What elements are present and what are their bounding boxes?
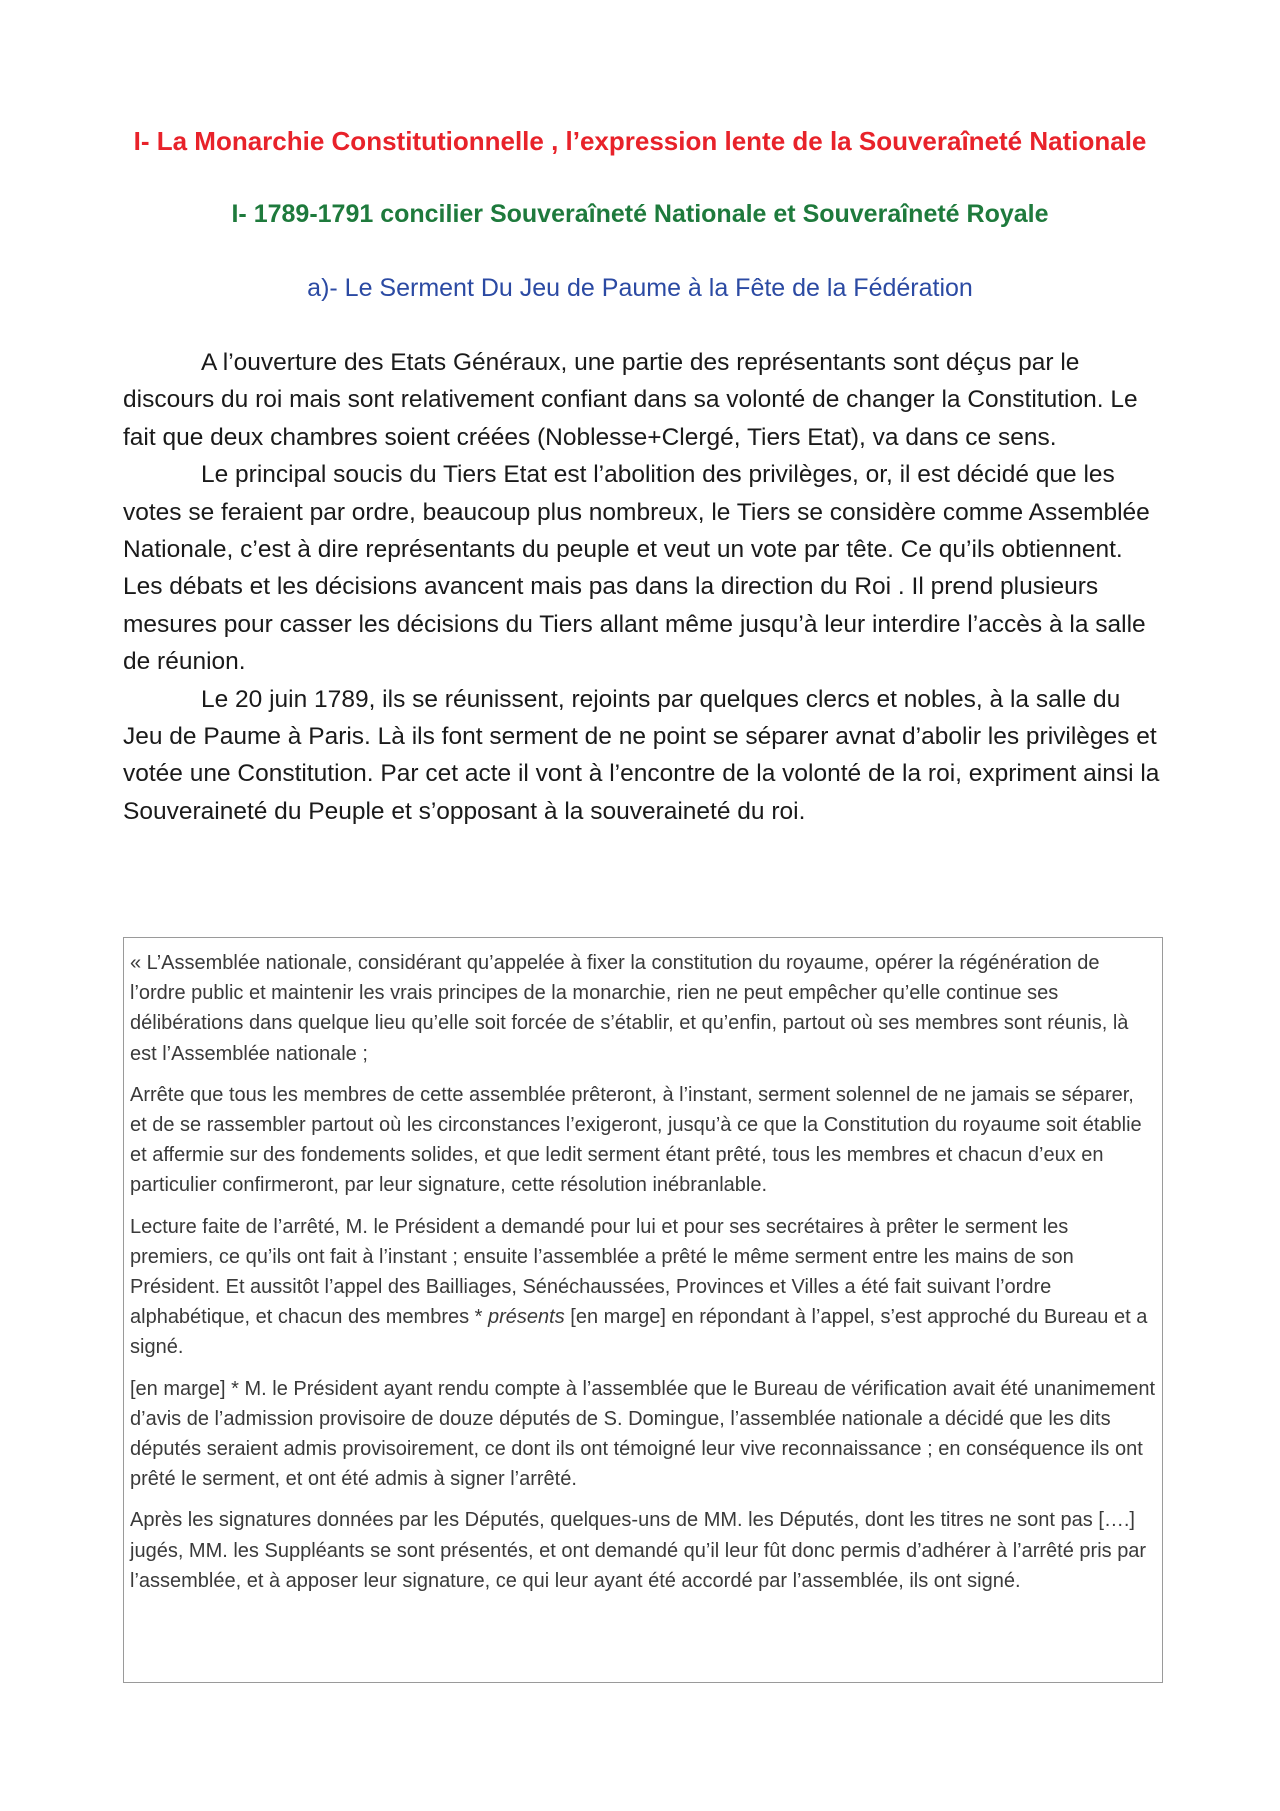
quote-box (123, 937, 1163, 1683)
body-text (123, 344, 1163, 830)
quote-paragraph: [en marge] * M. le Président ayant rendu compte à l’assemblée que le Bureau de vérification avait été unanimement d’avis de l’admission provisoire de douze députés de S. Domingue, l’assemblée nationale a décidé que les dits députés seraient admis provisoirement, ce dont ils ont témoigné leur vive reconnaissance ; en conséquence ils ont prêté le serment, et ont été admis à signer l’arrêté. (130, 1377, 1156, 1491)
quote-paragraph: Arrête que tous les membres de cette assemblée prêteront, à l’instant, serment solennel de ne jamais se séparer, et de se rassembler partout où les circonstances l’exigeront, jusqu’à ce que la Constitution du royaume soit établie et affermie sur des fondements solides, et que ledit serment étant prêté, tous les membres et chacun d’eux en particulier confirmeront, par leur signature, cette résolution inébranlable. (130, 1083, 1142, 1197)
body-paragraph: Le 20 juin 1789, ils se réunissent, rejoints par quelques clercs et nobles, à la salle du Jeu de Paume à Paris. Là ils font serment de ne point se séparer avnat d’abolir les privilèges et votée une Constitution. Par cet acte il vont à l’encontre de la volonté de la roi, expriment ainsi la Souveraineté du Peuple et s’opposant à la souveraineté du roi. (123, 685, 1160, 825)
subsection-heading: a)- Le Serment Du Jeu de Paume à la Fête de la Fédération (307, 274, 973, 302)
quote-text: [en marge] en répondant à l’appel, s’est approché du Bureau et a signé. (130, 1306, 1148, 1359)
quote-italic-text: présents (488, 1306, 565, 1329)
body-paragraph: A l’ouverture des Etats Généraux, une partie des représentants sont déçus par le discours du roi mais sont relativement confiant dans sa volonté de changer la Constitution. Le fait que deux chambres soient créées (Noblesse+Clergé, Tiers Etat), va dans ce sens. (123, 349, 1138, 451)
quote-paragraph (130, 1212, 1156, 1363)
body-paragraph: Le principal soucis du Tiers Etat est l’abolition des privilèges, or, il est décidé que les votes se feraient par ordre, beaucoup plus nombreux, le Tiers se considère comme Assemblée Nationale, c’est à dire représentants du peuple et veut un vote par tête. Ce qu’ils obtiennent. Les débats et les décisions avancent mais pas dans la direction du Roi . Il prend plusieurs mesures pour casser les décisions du Tiers allant même jusqu’à leur interdire l’accès à la salle de réunion. (123, 461, 1150, 676)
quote-paragraph: « L’Assemblée nationale, considérant qu’appelée à fixer la constitution du royaume, opérer la régénération de l’ordre public et maintenir les vrais principes de la monarchie, rien ne peut empêcher qu’elle continue ses délibérations dans quelque lieu qu’elle soit forcée de s’établir, et qu’enfin, partout où ses membres sont réunis, là est l’Assemblée nationale ; (130, 952, 1129, 1065)
quote-paragraph: Après les signatures données par les Députés, quelques-uns de MM. les Députés, dont les titres ne sont pas [….] jugés, MM. les Suppléants se sont présentés, et ont demandé qu’il leur fût donc permis d’adhérer à l’arrêté pris par l’assemblée, et à apposer leur signature, ce qui leur ayant été accordé par l’assemblée, ils ont signé. (130, 1509, 1147, 1592)
main-heading: I- La Monarchie Constitutionnelle , l’expression lente de la Souveraîneté Nationale (133, 126, 1147, 156)
section-heading: I- 1789-1791 concilier Souveraîneté Nationale et Souveraîneté Royale (231, 200, 1049, 228)
quote-text: Lecture faite de l’arrêté, M. le Président a demandé pour lui et pour ses secrétaires à prêter le serment les premiers, ce qu’ils ont fait à l’instant ; ensuite l’assemblée a prêté le même serment entre les mains de son Président. Et aussitôt l’appel des Bailliages, Sénéchaussées, Provinces et Villes a été fait suivant l’ordre alphabétique, et chacun des membres * (130, 1215, 1074, 1329)
